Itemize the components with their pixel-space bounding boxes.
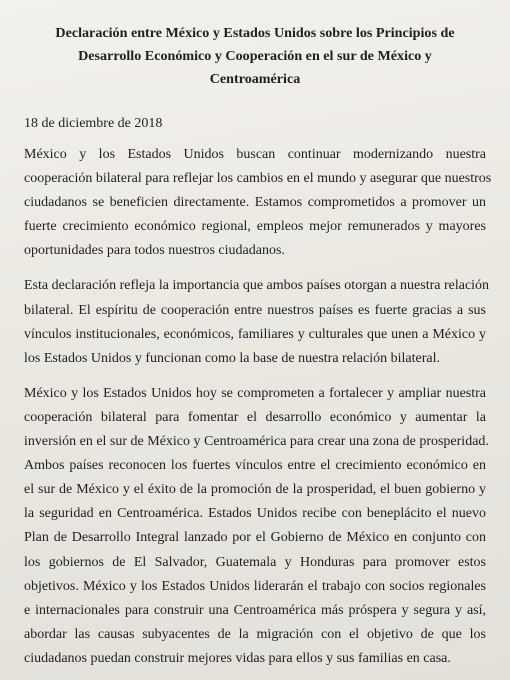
text-line: Plan de Desarrollo Integral lanzado por el Gobierno de México en conjunto con — [24, 530, 486, 546]
text-line: México y los Estados Unidos buscan continuar modernizando nuestra — [24, 147, 486, 162]
text-line: los gobiernos de El Salvador, Guatemala y Honduras para promover estos — [24, 554, 486, 570]
text-line: e internacionales para construir una Centroamérica más próspera y segura y así, — [24, 602, 486, 618]
text-line: ciudadanos se beneficien directamente. Estamos comprometidos a promover un — [24, 195, 486, 211]
paragraph-3 — [24, 382, 489, 671]
text-line: México y los Estados Unidos hoy se comprometen a fortalecer y ampliar nuestra — [24, 385, 486, 401]
text-line: vínculos institucionales, económicos, familiares y culturales que unen a México y — [24, 326, 486, 342]
title-line: Declaración entre México y Estados Unidos sobre los Principios de — [55, 25, 455, 41]
title-line: Desarrollo Económico y Cooperación en el sur de México y — [78, 48, 432, 64]
text-line: bilateral. El espíritu de cooperación entre nuestros países es fuerte gracias a sus — [24, 302, 486, 318]
text-line: el sur de México y el éxito de la promoción de la prosperidad, el buen gobierno y — [24, 482, 486, 498]
text-line: fuerte crecimiento económico regional, empleos mejor remunerados y mayores — [24, 219, 486, 235]
text-line: objetivos. México y los Estados Unidos liderarán el trabajo con socios regionales — [24, 578, 486, 594]
document-date: 18 de diciembre de 2018 — [24, 116, 163, 131]
text-line: oportunidades para todos nuestros ciudadanos. — [24, 243, 285, 259]
text-line: inversión en el sur de México y Centroamérica para crear una zona de prosperidad. — [24, 434, 489, 450]
text-line: cooperación bilateral para reflejar los cambios en el mundo y asegurar que nuestros — [24, 171, 492, 187]
paragraph-2 — [24, 274, 490, 370]
text-line: los Estados Unidos y funcionan como la base de nuestra relación bilateral. — [24, 350, 440, 366]
text-line: Ambos países reconocen los fuertes vínculos entre el crecimiento económico en — [24, 458, 486, 474]
title-line: Centroamérica — [209, 71, 301, 87]
text-line: la seguridad en Centroamérica. Estados Unidos recibe con beneplácito el nuevo — [24, 506, 486, 522]
paragraph-1 — [24, 143, 492, 263]
text-line: abordar las causas subyacentes de la migración con el objetivo de que los — [24, 626, 486, 642]
document-title — [24, 22, 486, 91]
text-line: cooperación bilateral para fomentar el desarrollo económico y aumentar la — [24, 409, 486, 425]
text-line: ciudadanos puedan construir mejores vidas para ellos y sus familias en casa. — [24, 650, 451, 666]
text-line: Esta declaración refleja la importancia que ambos países otorgan a nuestra relación — [24, 278, 490, 294]
